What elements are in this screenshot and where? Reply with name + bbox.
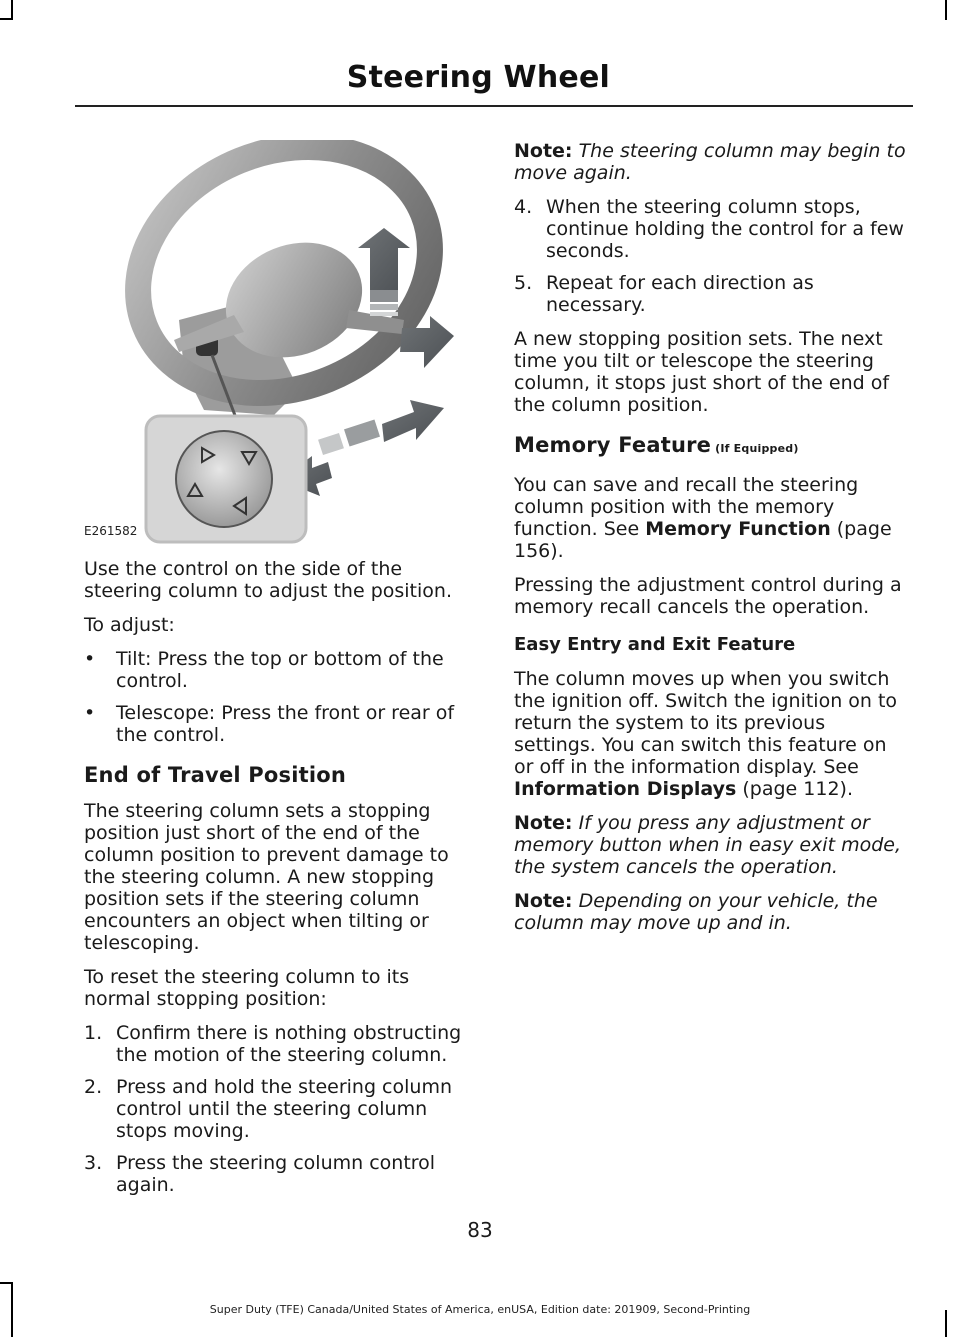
if-equipped-tag: (If Equipped) xyxy=(711,442,799,455)
step-number: 4. xyxy=(514,196,533,218)
page-title: Steering Wheel xyxy=(346,60,610,95)
note-text: Depending on your vehicle, the column may move up and in. xyxy=(514,890,878,934)
bullet-marker: • xyxy=(84,648,96,670)
pressing-paragraph: Pressing the adjustment control during a memory recall cancels the operation. xyxy=(514,574,902,618)
steering-wheel-illustration xyxy=(84,140,476,548)
list-item xyxy=(84,702,476,746)
crop-mark-top-left-v xyxy=(11,0,13,20)
step-number: 3. xyxy=(84,1152,103,1174)
list-item xyxy=(514,272,906,316)
memory-feature-heading xyxy=(514,434,906,460)
note-label: Note: xyxy=(514,140,573,162)
list-item xyxy=(514,196,906,262)
note-vehicle xyxy=(514,890,906,934)
crop-mark-bottom-left-h xyxy=(0,1282,13,1284)
memory-text-pre: You can save and recall the steering column position with the memory function. See xyxy=(514,474,859,540)
easy-text-post: (page 112). xyxy=(736,778,854,800)
step-text: When the steering column stops, continue holding the control for a few seconds. xyxy=(546,196,904,262)
intro-paragraph: Use the control on the side of the steering column to adjust the position. xyxy=(84,558,452,602)
note-column-may-move xyxy=(514,140,906,184)
memory-function-link[interactable]: Memory Function xyxy=(645,518,831,540)
step-text: Confirm there is nothing obstructing the motion of the steering column. xyxy=(116,1022,462,1066)
bullet-text: Tilt: Press the top or bottom of the control. xyxy=(116,648,444,692)
note-label: Note: xyxy=(514,812,573,834)
page-number: 83 xyxy=(467,1218,493,1242)
list-item xyxy=(84,648,476,692)
step-number: 2. xyxy=(84,1076,103,1098)
right-column xyxy=(514,140,906,946)
memory-text-post: (page 156). xyxy=(514,518,892,562)
left-column xyxy=(84,140,476,1208)
end-of-travel-heading: End of Travel Position xyxy=(84,763,347,787)
list-item xyxy=(84,1152,476,1196)
bullet-marker: • xyxy=(84,702,96,724)
steering-wheel-figure xyxy=(84,140,476,548)
new-stop-paragraph: A new stopping position sets. The next time you tilt or telescope the steering column, it stops just short of the end of the column position. xyxy=(514,328,890,416)
reset-steps-list xyxy=(84,1022,476,1196)
bullet-text: Telescope: Press the front or rear of the control. xyxy=(116,702,455,746)
footer-edition: Super Duty (TFE) Canada/United States of America, enUSA, Edition date: 201909, Second-Printing xyxy=(209,1303,751,1316)
step-text: Press the steering column control again. xyxy=(116,1152,436,1196)
note-text: If you press any adjustment or memory button when in easy exit mode, the system cancels the operation. xyxy=(514,812,901,878)
end-of-travel-paragraph: The steering column sets a stopping position just short of the end of the column position to prevent damage to the steering column. A new stopping position sets if the steering column encounters an object when tilting or telescoping. xyxy=(84,800,449,954)
figure-code: E261582 xyxy=(84,524,138,538)
adjust-bullet-list xyxy=(84,648,476,746)
memory-paragraph xyxy=(514,474,906,562)
memory-heading-text: Memory Feature xyxy=(514,433,712,457)
easy-text-pre: The column moves up when you switch the ignition off. Switch the ignition on to return the system to its previous settings. You can switch this feature on or off in the information display. See xyxy=(514,668,898,778)
easy-entry-paragraph xyxy=(514,668,906,800)
note-label: Note: xyxy=(514,890,573,912)
information-displays-link[interactable]: Information Displays xyxy=(514,778,737,800)
step-text: Press and hold the steering column control until the steering column stops moving. xyxy=(116,1076,452,1142)
to-adjust-label: To adjust: xyxy=(84,614,175,636)
crop-mark-top-left-h xyxy=(0,18,13,20)
list-item xyxy=(84,1022,476,1066)
reset-intro-paragraph: To reset the steering column to its normal stopping position: xyxy=(84,966,410,1010)
step-number: 5. xyxy=(514,272,533,294)
note-easy-exit xyxy=(514,812,906,878)
continued-steps-list xyxy=(514,196,906,316)
step-text: Repeat for each direction as necessary. xyxy=(546,272,814,316)
note-text: The steering column may begin to move again. xyxy=(514,140,906,184)
list-item xyxy=(84,1076,476,1142)
step-number: 1. xyxy=(84,1022,103,1044)
header-rule xyxy=(75,105,913,107)
crop-mark-top-right-v xyxy=(945,0,947,20)
easy-entry-heading: Easy Entry and Exit Feature xyxy=(514,634,796,655)
control-knob xyxy=(176,431,272,527)
